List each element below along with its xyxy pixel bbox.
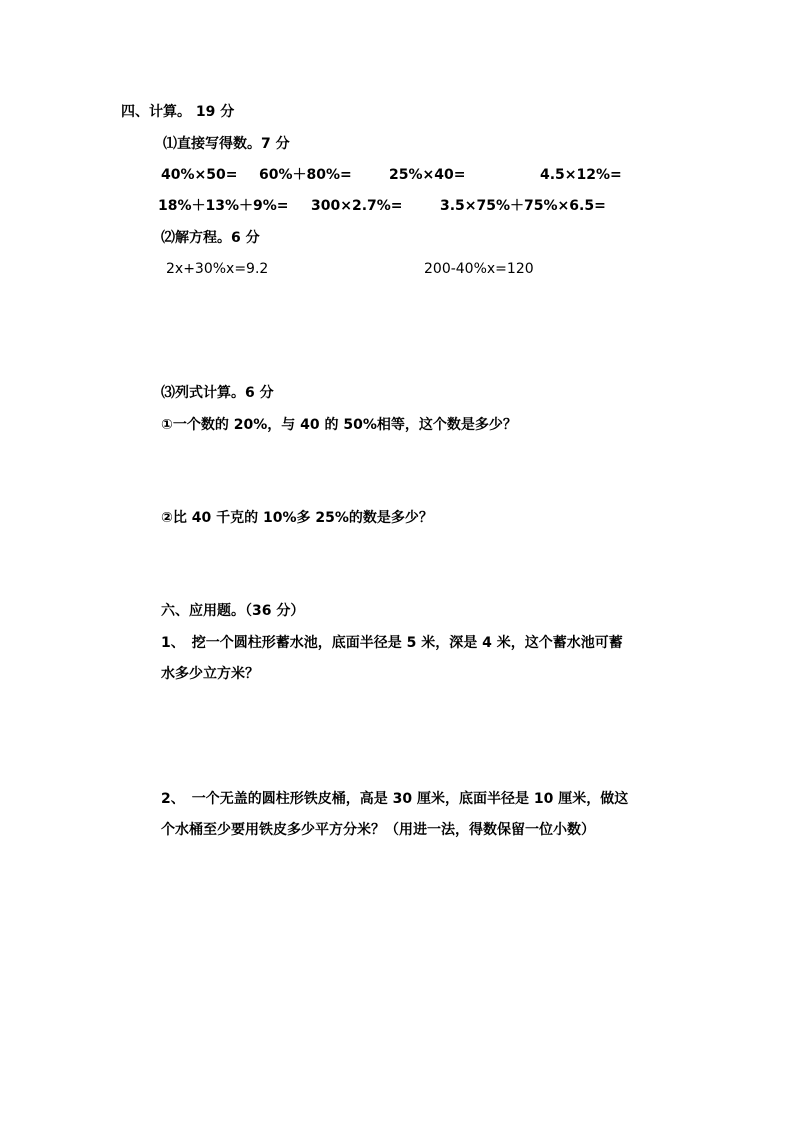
- section-4-heading: 四、计算。 19 分: [121, 104, 235, 120]
- calc-item-1: 40%×50=: [161, 167, 238, 183]
- calc-item-4: 4.5×12%=: [540, 167, 622, 183]
- part-3-question-2: ②比 40 千克的 10%多 25%的数是多少？: [161, 510, 433, 526]
- word-problem-1-line-1: 1、 挖一个圆柱形蓄水池，底面半径是 5 米，深是 4 米，这个蓄水池可蓄: [161, 635, 623, 651]
- calc-item-3: 25%×40=: [389, 167, 466, 183]
- calc-item-5: 18%＋13%＋9%=: [158, 198, 289, 214]
- calc-item-2: 60%＋80%=: [259, 167, 352, 183]
- calc-item-6: 300×2.7%=: [311, 198, 403, 214]
- equation-2: 200-40%x=120: [424, 261, 534, 277]
- word-problem-1-line-2: 水多少立方米？: [161, 666, 259, 682]
- calc-item-7: 3.5×75%＋75%×6.5=: [440, 198, 606, 214]
- equation-1: 2x+30%x=9.2: [166, 261, 269, 277]
- word-problem-2-line-1: 2、 一个无盖的圆柱形铁皮桶，高是 30 厘米，底面半径是 10 厘米，做这: [161, 791, 629, 807]
- section-6-heading: 六、应用题。（36 分）: [161, 603, 305, 619]
- part-3-title: ⑶列式计算。6 分: [161, 385, 274, 401]
- part-2-title: ⑵解方程。6 分: [161, 230, 260, 246]
- word-problem-2-line-2: 个水桶至少要用铁皮多少平方分米？（用进一法，得数保留一位小数）: [161, 822, 595, 838]
- part-3-question-1: ①一个数的 20%，与 40 的 50%相等，这个数是多少？: [161, 417, 517, 433]
- part-1-title: ⑴直接写得数。7 分: [163, 136, 290, 152]
